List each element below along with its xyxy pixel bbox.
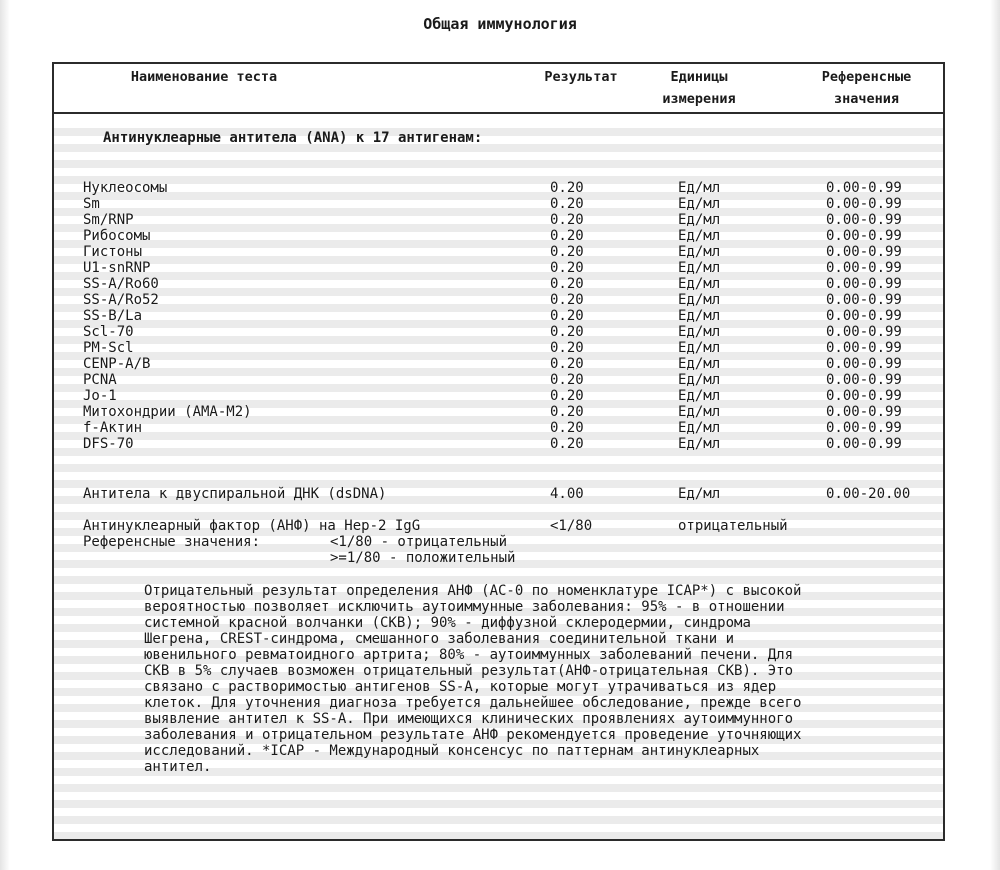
test-name: CENP-A/B [83,356,151,372]
test-reference: 0.00-0.99 [826,228,902,244]
test-result: 0.20 [550,372,584,388]
test-reference: 0.00-0.99 [826,212,902,228]
test-reference: 0.00-0.99 [826,420,902,436]
table-row [54,212,943,228]
table-header [54,64,943,114]
test-result: 0.20 [550,276,584,292]
test-result: 0.20 [550,356,584,372]
note-line: ювенильного ревматоидного артрита; 80% - аутоиммунных заболеваний печени. Для [144,647,794,663]
header-result: Результат [544,69,618,85]
test-units: Ед/мл [678,276,721,292]
test-units: Ед/мл [678,436,721,452]
table-row [54,196,943,212]
test-units: Ед/мл [678,420,721,436]
note-line: антител. [144,759,212,775]
test-name: Scl-70 [83,324,134,340]
test-name: Jo-1 [83,388,117,404]
test-interpretation: отрицательный [678,518,788,534]
header-test-name: Наименование теста [130,69,278,85]
test-result: 0.20 [550,228,584,244]
test-result: 0.20 [550,260,584,276]
report-table [52,62,945,841]
test-name: Антинуклеарный фактор (АНФ) на Hep-2 IgG [83,518,421,534]
test-reference: 0.00-0.99 [826,308,902,324]
test-reference: 0.00-0.99 [826,404,902,420]
test-name: Митохондрии (AMA-M2) [83,404,252,420]
test-name: U1-snRNP [83,260,151,276]
table-row [54,308,943,324]
note-line: связано с растворимостью антигенов SS-A, которые могут утрачиваться из ядер [144,679,777,695]
test-result: 0.20 [550,436,584,452]
test-name: Антитела к двуспиральной ДНК (dsDNA) [83,486,387,502]
test-reference: 0.00-0.99 [826,196,902,212]
note-line: СКВ в 5% случаев возможен отрицательный результат(АНФ-отрицательная СКВ). Это [144,663,794,679]
test-reference: 0.00-0.99 [826,292,902,308]
test-result: 0.20 [550,212,584,228]
note-line: выявление антител к SS-A. При имеющихся клинических проявлениях аутоиммунного [144,711,794,727]
test-name: SS-B/La [83,308,143,324]
note-line: системной красной волчанки (СКВ); 90% - диффузной склеродермии, синдрома [144,615,751,631]
section-title: Антинуклеарные антитела (ANA) к 17 антигенам: [103,130,483,146]
test-units: Ед/мл [678,486,721,502]
test-name: Гистоны [83,244,143,260]
test-reference: 0.00-0.99 [826,244,902,260]
test-result: 0.20 [550,196,584,212]
test-result: 0.20 [550,308,584,324]
table-row [54,292,943,308]
test-units: Ед/мл [678,404,721,420]
test-result: 0.20 [550,420,584,436]
test-units: Ед/мл [678,308,721,324]
test-reference: 0.00-0.99 [826,324,902,340]
test-reference: 0.00-0.99 [826,436,902,452]
test-reference: 0.00-0.99 [826,388,902,404]
test-name: DFS-70 [83,436,134,452]
table-row [54,228,943,244]
table-row [54,420,943,436]
test-result: 4.00 [550,486,584,502]
page-title: Общая иммунология [423,15,577,33]
test-units: Ед/мл [678,244,721,260]
test-reference: 0.00-20.00 [826,486,911,502]
test-units: Ед/мл [678,340,721,356]
test-result: 0.20 [550,180,584,196]
page-shadow-right [990,0,1000,870]
table-row [54,436,943,452]
test-name: PM-Scl [83,340,134,356]
header-ref-line2: значения [833,91,900,107]
page-shadow-left [0,0,10,870]
note-line: Отрицательный результат определения АНФ (АС-0 по номенклатуре ICAP*) с высокой [144,583,802,599]
test-units: Ед/мл [678,260,721,276]
table-row [54,372,943,388]
test-units: Ед/мл [678,196,721,212]
test-result: 0.20 [550,404,584,420]
test-name: Рибосомы [83,228,151,244]
test-name: SS-A/Ro60 [83,276,159,292]
table-row [54,324,943,340]
test-name: f-Актин [83,420,143,436]
note-line: заболевания и отрицательном результате АНФ рекомендуется проведение уточняющих [144,727,802,743]
test-name: Sm/RNP [83,212,134,228]
test-name: PCNA [83,372,117,388]
table-row [54,388,943,404]
note-line: исследований. *ICAP - Международный консенсус по паттернам антинуклеарных [144,743,760,759]
test-result: 0.20 [550,292,584,308]
test-units: Ед/мл [678,372,721,388]
anf-reference-label: Референсные значения: [83,534,261,550]
header-reference [799,66,934,110]
test-name: Sm [83,196,100,212]
table-row [54,244,943,260]
dsdna-row [54,486,943,502]
anf-reference-negative: <1/80 - отрицательный [330,534,508,550]
test-units: Ед/мл [678,356,721,372]
test-units: Ед/мл [678,324,721,340]
test-units: Ед/мл [678,212,721,228]
test-name: SS-A/Ro52 [83,292,159,308]
header-units-line2: измерения [662,91,736,107]
table-row [54,276,943,292]
test-units: Ед/мл [678,228,721,244]
test-reference: 0.00-0.99 [826,340,902,356]
header-units-line1: Единицы [670,69,728,85]
table-row [54,404,943,420]
test-reference: 0.00-0.99 [826,276,902,292]
test-units: Ед/мл [678,292,721,308]
test-reference: 0.00-0.99 [826,372,902,388]
table-row [54,356,943,372]
anf-reference-positive: >=1/80 - положительный [330,550,516,566]
test-result: 0.20 [550,244,584,260]
test-units: Ед/мл [678,180,721,196]
test-result: <1/80 [550,518,593,534]
test-reference: 0.00-0.99 [826,356,902,372]
table-row [54,340,943,356]
note-line: вероятностью позволяет исключить аутоиммунные заболевания: 95% - в отношении [144,599,785,615]
test-units: Ед/мл [678,388,721,404]
note-line: клеток. Для уточнения диагноза требуется дальнейшее обследование, прежде всего [144,695,802,711]
note-line: Шегрена, CREST-синдрома, смешанного заболевания соединительной ткани и [144,631,735,647]
table-row [54,260,943,276]
test-result: 0.20 [550,324,584,340]
test-result: 0.20 [550,388,584,404]
header-ref-line1: Референсные [821,69,912,85]
test-result: 0.20 [550,340,584,356]
anf-row [54,518,943,534]
test-reference: 0.00-0.99 [826,180,902,196]
header-units [644,66,754,110]
test-reference: 0.00-0.99 [826,260,902,276]
table-row [54,180,943,196]
test-name: Нуклеосомы [83,180,168,196]
